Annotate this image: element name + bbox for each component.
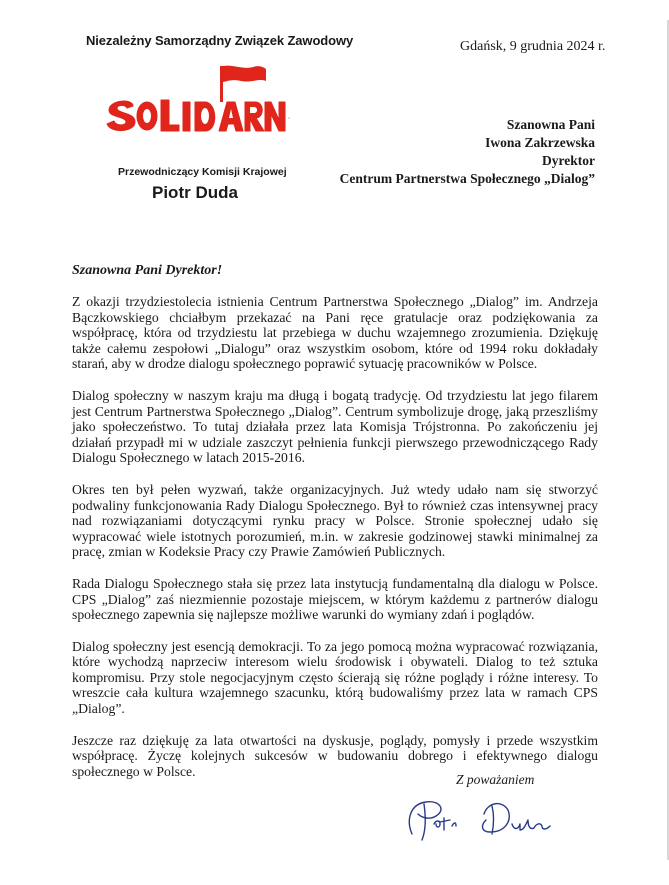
recipient-block: [340, 116, 595, 188]
closing: Z poważaniem: [456, 772, 535, 787]
recipient-title: Dyrektor: [542, 153, 595, 168]
organization-name: Niezależny Samorządny Związek Zawodowy: [86, 33, 354, 48]
recipient-greeting: Szanowna Pani: [506, 117, 595, 132]
chair-name: Piotr Duda: [152, 183, 238, 202]
paragraph: Rada Dialogu Społecznego stała się przez lata instytucją fundamentalną dla dialogu w Polsce. CPS „Dialog” zaś niezmiennie pozostaje miejscem, w którym każdemu z partnerów dialogu społecznego zapewnia się najlepsze możliwe warunki do wymiany zdań i poglądów.: [72, 575, 598, 623]
paragraph: Jeszcze raz dziękuję za lata otwartości na dyskusje, poglądy, pomysły i przede wszystkim współpracę. Życzę kolejnych sukcesów w budowaniu dobrego i efektywnego dialogu społecznego w Polsce.: [72, 732, 598, 779]
paragraph: Dialog społeczny w naszym kraju ma długą i bogatą tradycję. Od trzydziestu lat jego filarem jest Centrum Partnerstwa Społecznego „Dialog”. Centrum symbolizuje drogę, jaką przeszliśmy jako społeczeństwo. To tutaj działała przez lata Komisja Trójstronna. Po zakończeniu jej działań przypadł mi w udziale zaszczyt pełnienia funkcji pierwszego przewodniczącego Rady Dialogu Społecznego w latach 2015-2016.: [72, 387, 598, 466]
recipient-name: Iwona Zakrzewska: [485, 135, 595, 150]
chair-role: Przewodniczący Komisji Krajowej: [118, 166, 287, 178]
solidarnosc-logo: [103, 62, 293, 140]
paragraph: Dialog społeczny jest esencją demokracji. To za jego pomocą można wypracować rozwiązania, które wychodzą naprzeciw interesom wielu środowisk i obywateli. Dialog to też sztuka kompromisu. Przy stole negocjacyjnym często ścierają się różne poglądy i różne interesy. To wreszcie cała kultura wzajemnego szacunku, którą budowaliśmy przez lata w ramach CPS „Dialog”.: [72, 638, 598, 717]
recipient-institution: Centrum Partnerstwa Społecznego „Dialog”: [339, 171, 595, 186]
paragraph: Okres ten był pełen wyzwań, także organizacyjnych. Już wtedy udało nam się stworzyć podwaliny funkcjonowania Rady Dialogu Społecznego. Był to również czas intensywnej pracy nad rozwiązaniami dotyczącymi rynku pracy w Polsce. Stronie społecznej udało się wypracować wiele istotnych porozumień, m.in. w zakresie godzinowej stawki minimalnej za pracę, zmian w Kodeksie Pracy czy Prawie Zamówień Publicznych.: [72, 481, 598, 560]
letter-body: [72, 294, 598, 795]
signature-image: [400, 790, 570, 846]
paragraph: Z okazji trzydziestolecia istnienia Centrum Partnerstwa Społecznego „Dialog” im. Andrzeja Bączkowskiego chciałbym przekazać na Pani ręce gratulacje oraz podziękowania za współpracę, która od trzydziestu lat przebiega w duchu wzajemnego zrozumienia. Dziękuję także całemu zespołowi „Dialogu” oraz wszystkim osobom, które od 1994 roku dokładały starań, aby w drodze dialogu społecznego poprawić sytuację pracowników w Polsce.: [72, 294, 598, 372]
salutation: Szanowna Pani Dyrektor!: [72, 263, 223, 278]
letter-date: Gdańsk, 9 grudnia 2024 r.: [460, 39, 606, 54]
